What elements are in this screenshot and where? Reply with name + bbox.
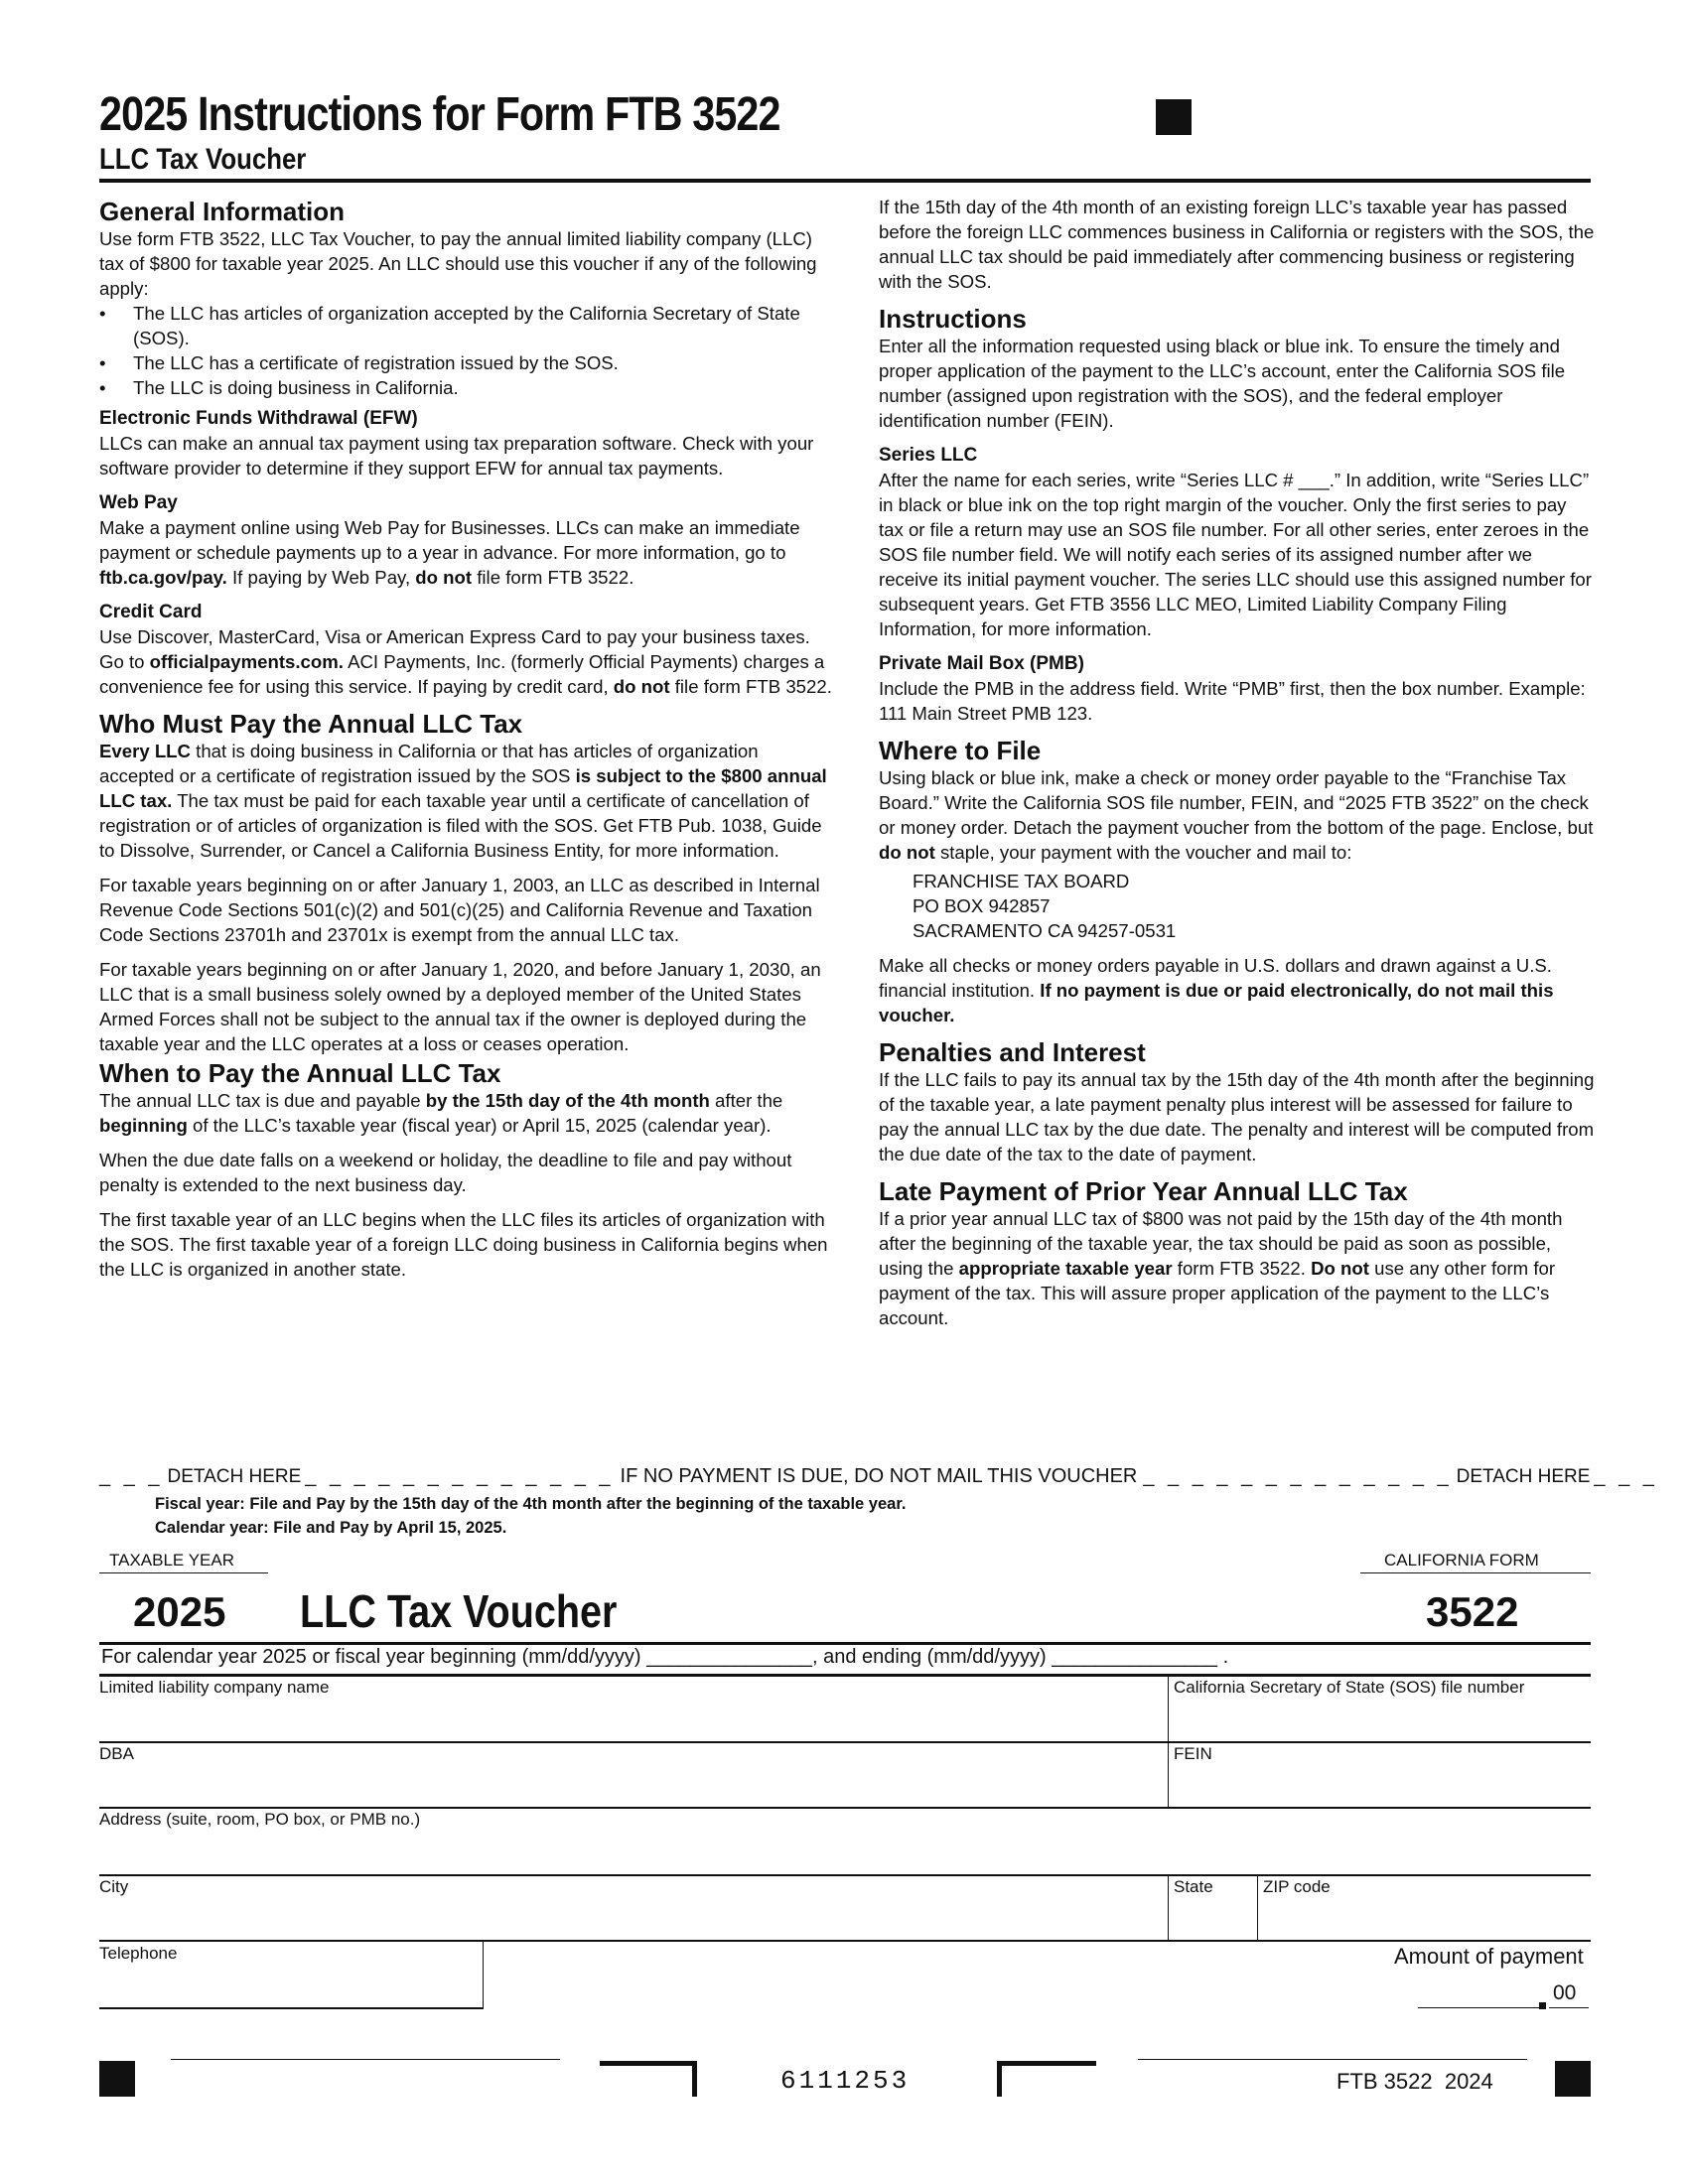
zip-code-field[interactable]: ZIP code — [1263, 1877, 1331, 1896]
instructions-text: Enter all the information requested using black or blue ink. To ensure the timely and proper application of the payment to the LLC’s account, enter the California SOS file number (assigned upon registration with the SOS), and the federal employer identification number (FEIN). — [879, 336, 1566, 431]
list-item: • The LLC has a certificate of registration issued by the SOS. — [99, 350, 834, 375]
list-item: • The LLC has articles of organization accepted by the California Secretary of State (SOS). — [99, 301, 834, 350]
left-column — [99, 195, 834, 1292]
fein-field[interactable]: FEIN — [1174, 1744, 1212, 1763]
period-line: For calendar year 2025 or fiscal year beginning (mm/dd/yyyy) _______________, and ending (mm/dd/yyyy) _______________ . — [101, 1646, 1229, 1668]
page-subtitle: LLC Tax Voucher — [99, 143, 307, 176]
late-payment-heading: Late Payment of Prior Year Annual LLC Tax — [879, 1176, 1408, 1206]
web-pay-link[interactable]: ftb.ca.gov/pay. — [99, 567, 227, 588]
period-rule — [99, 1674, 1591, 1677]
dba-rule — [99, 1807, 1591, 1809]
voucher-title: LLC Tax Voucher — [300, 1585, 618, 1637]
california-form-label: CALIFORNIA FORM — [1384, 1551, 1539, 1570]
form-number: 3522 — [1426, 1588, 1519, 1635]
efw-text: LLCs can make an annual tax payment using tax preparation software. Check with your software provider to determine if they support EFW for annual tax payments. — [99, 433, 814, 478]
header-rule — [99, 179, 1591, 183]
payment-currency-text: Make all checks or money orders payable in U.S. dollars and drawn against a U.S. financial institution. If no payment is due or paid electronically, do not mail this voucher. — [879, 955, 1554, 1025]
decimal-point — [1539, 2002, 1546, 2009]
telephone-divider — [483, 1942, 484, 2009]
taxable-year-label: TAXABLE YEAR — [109, 1551, 234, 1570]
who-must-pay-heading: Who Must Pay the Annual LLC Tax — [99, 709, 523, 739]
credit-card-text: Use Discover, MasterCard, Visa or American Express Card to pay your business taxes. Go to officialpayments.com. ACI Payments, Inc. (formerly Official Payments) charges a convenience fee for using this service. If paying by credit card, do not file form FTB 3522. — [99, 626, 832, 697]
state-field[interactable]: State — [1174, 1877, 1213, 1896]
fiscal-year-note: Fiscal year: File and Pay by the 15th day of the 4th month after the beginning of the taxable year. — [155, 1495, 907, 1513]
who-must-pay-text: Every LLC that is doing business in California or that has articles of organization accepted or a certificate of registration issued by the SOS is subject to the $800 annual LLC tax. The tax must be paid for each taxable year until a certificate of cancellation of registration or of articles of organization is filed with the SOS. Get FTB Pub. 1038, Guide to Dissolve, Surrender, or Cancel a California Business Entity, for more information. — [99, 741, 827, 861]
series-llc-heading: Series LLC — [879, 445, 978, 466]
mailing-address: FRANCHISE TAX BOARD PO BOX 942857 SACRAMENTO CA 94257-0531 — [913, 871, 1177, 941]
general-information-heading: General Information — [99, 197, 346, 226]
armed-forces-text: For taxable years beginning on or after January 1, 2020, and before January 1, 2030, an LLC that is a small business solely owned by a deployed member of the United States Armed Forces shall not be subject to the annual tax if the owner is deployed during the taxable year and the LLC operates at a loss or ceases operation. — [99, 959, 821, 1054]
scan-bracket-right — [997, 2061, 1096, 2097]
pmb-text: Include the PMB in the address field. Write “PMB” first, then the box number. Example: 111 Main Street PMB 123. — [879, 678, 1586, 724]
detach-here-left: DETACH HERE — [167, 1465, 302, 1487]
amount-cents: 00 — [1553, 1981, 1577, 2004]
scan-code: 6111253 — [780, 2066, 911, 2096]
detach-line: _ _ _ DETACH HERE _ _ _ _ _ _ _ _ _ _ _ _ _ IF NO PAYMENT IS DUE, DO NOT MAIL THIS VOUCHER _ _ _ _ _ _ _ _ _ _ _ _ _ DETACH HERE _ _ _ — [99, 1465, 1658, 1487]
web-pay-text: Make a payment online using Web Pay for Businesses. LLCs can make an immediate payment or schedule payments up to a year in advance. For more information, go to ftb.ca.gov/pay. If paying by Web Pay, do not file form FTB 3522. — [99, 517, 800, 588]
registration-mark — [99, 2061, 135, 2097]
amount-of-payment-label: Amount of payment — [1394, 1944, 1584, 1969]
list-item: • The LLC is doing business in California. — [99, 375, 834, 400]
late-payment-text: If a prior year annual LLC tax of $800 was not paid by the 15th day of the 4th month after the beginning of the taxable year, the tax should be paid as soon as possible, using the appropriate taxable year form FTB 3522. Do not use any other form for payment of the tax. This will assure proper application of the payment to the LLC’s account. — [879, 1208, 1563, 1328]
general-information-text: Use form FTB 3522, LLC Tax Voucher, to pay the annual limited liability company (LLC) tax of $800 for taxable year 2025. An LLC should use this voucher if any of the following apply: — [99, 228, 817, 299]
voucher-year: 2025 — [133, 1588, 226, 1635]
official-payments-link[interactable]: officialpayments.com. — [149, 651, 344, 672]
right-column — [879, 195, 1596, 1340]
footer-rule-left — [171, 2059, 560, 2060]
telephone-rule — [99, 2007, 483, 2009]
page-title: 2025 Instructions for Form FTB 3522 — [99, 88, 780, 141]
instructions-heading: Instructions — [879, 304, 1027, 334]
calendar-year-note: Calendar year: File and Pay by April 15, 2025. — [155, 1519, 507, 1537]
when-to-pay-text: The annual LLC tax is due and payable by the 15th day of the 4th month after the beginning of the LLC’s taxable year (fiscal year) or April 15, 2025 (calendar year). — [99, 1090, 783, 1136]
city-rule — [99, 1940, 1591, 1942]
voucher-title-rule — [99, 1642, 1591, 1645]
city-state-divider — [1168, 1876, 1169, 1942]
registration-mark — [1555, 2061, 1591, 2097]
amount-of-payment-field[interactable] — [1418, 1981, 1539, 2008]
address-rule — [99, 1874, 1591, 1876]
where-to-file-heading: Where to File — [879, 736, 1042, 765]
footer-form-id: FTB 3522 2024 — [1336, 2069, 1493, 2094]
telephone-field[interactable]: Telephone — [99, 1944, 178, 1963]
when-to-pay-heading: When to Pay the Annual LLC Tax — [99, 1058, 501, 1088]
sos-file-number-field[interactable]: California Secretary of State (SOS) file number — [1174, 1678, 1525, 1697]
first-taxable-year-text: The first taxable year of an LLC begins when the LLC files its articles of organization with the SOS. The first taxable year of a foreign LLC doing business in California begins when the LLC is organized in another state. — [99, 1209, 828, 1280]
registration-mark — [1156, 99, 1192, 135]
web-pay-heading: Web Pay — [99, 492, 178, 513]
weekend-text: When the due date falls on a weekend or holiday, the deadline to file and pay without penalty is extended to the next business day. — [99, 1150, 792, 1195]
california-form-rule — [1360, 1572, 1591, 1573]
no-payment-notice: IF NO PAYMENT IS DUE, DO NOT MAIL THIS VOUCHER — [620, 1465, 1138, 1487]
state-zip-divider — [1257, 1876, 1258, 1942]
penalties-heading: Penalties and Interest — [879, 1037, 1146, 1067]
scan-bracket-left — [600, 2061, 697, 2097]
llc-name-rule — [99, 1741, 1591, 1743]
applicability-list — [99, 301, 834, 400]
credit-card-heading: Credit Card — [99, 602, 203, 622]
address-field[interactable]: Address (suite, room, PO box, or PMB no.) — [99, 1810, 421, 1829]
penalties-text: If the LLC fails to pay its annual tax by the 15th day of the 4th month after the beginning of the taxable year, a late payment penalty plus interest will be assessed for failure to pay the annual LLC tax by the due date. The penalty and interest will be computed from the due date of the tax to the date of payment. — [879, 1069, 1595, 1164]
llc-name-field[interactable]: Limited liability company name — [99, 1678, 330, 1697]
city-field[interactable]: City — [99, 1877, 129, 1896]
foreign-llc-text: If the 15th day of the 4th month of an existing foreign LLC’s taxable year has passed before the foreign LLC commences business in California or registers with the SOS, the annual LLC tax should be paid immediately after commencing business or registering with the SOS. — [879, 197, 1595, 292]
series-llc-text: After the name for each series, write “Series LLC # ___.” In addition, write “Series LLC” in black or blue ink on the top right margin of the voucher. Only the first series to pay tax or file a return may use an SOS file number. For all other series, enter zeroes in the SOS file number field. We will notify each series of its assigned number after we receive its initial payment voucher. The series LLC should use this assigned number for subsequent years. Get FTB 3556 LLC MEO, Limited Liability Company Filing Information, for more information. — [879, 470, 1592, 639]
efw-heading: Electronic Funds Withdrawal (EFW) — [99, 408, 418, 429]
cents-rule — [1549, 2007, 1589, 2008]
taxable-year-rule — [99, 1572, 268, 1573]
where-to-file-text: Using black or blue ink, make a check or money order payable to the “Franchise Tax Board.” Write the California SOS file number, FEIN, and “2025 FTB 3522” on the check or money order. Detach the payment voucher from the bottom of the page. Enclose, but do not staple, your payment with the voucher and mail to: — [879, 767, 1594, 863]
pmb-heading: Private Mail Box (PMB) — [879, 653, 1084, 674]
exemption-text: For taxable years beginning on or after January 1, 2003, an LLC as described in Internal Revenue Code Sections 501(c)(2) and 501(c)(25) and California Revenue and Taxation Code Sections 23701h and 23701x is exempt from the annual LLC tax. — [99, 875, 820, 945]
dba-field[interactable]: DBA — [99, 1744, 134, 1763]
detach-here-right: DETACH HERE — [1456, 1465, 1591, 1487]
footer-rule-right — [1138, 2059, 1527, 2060]
